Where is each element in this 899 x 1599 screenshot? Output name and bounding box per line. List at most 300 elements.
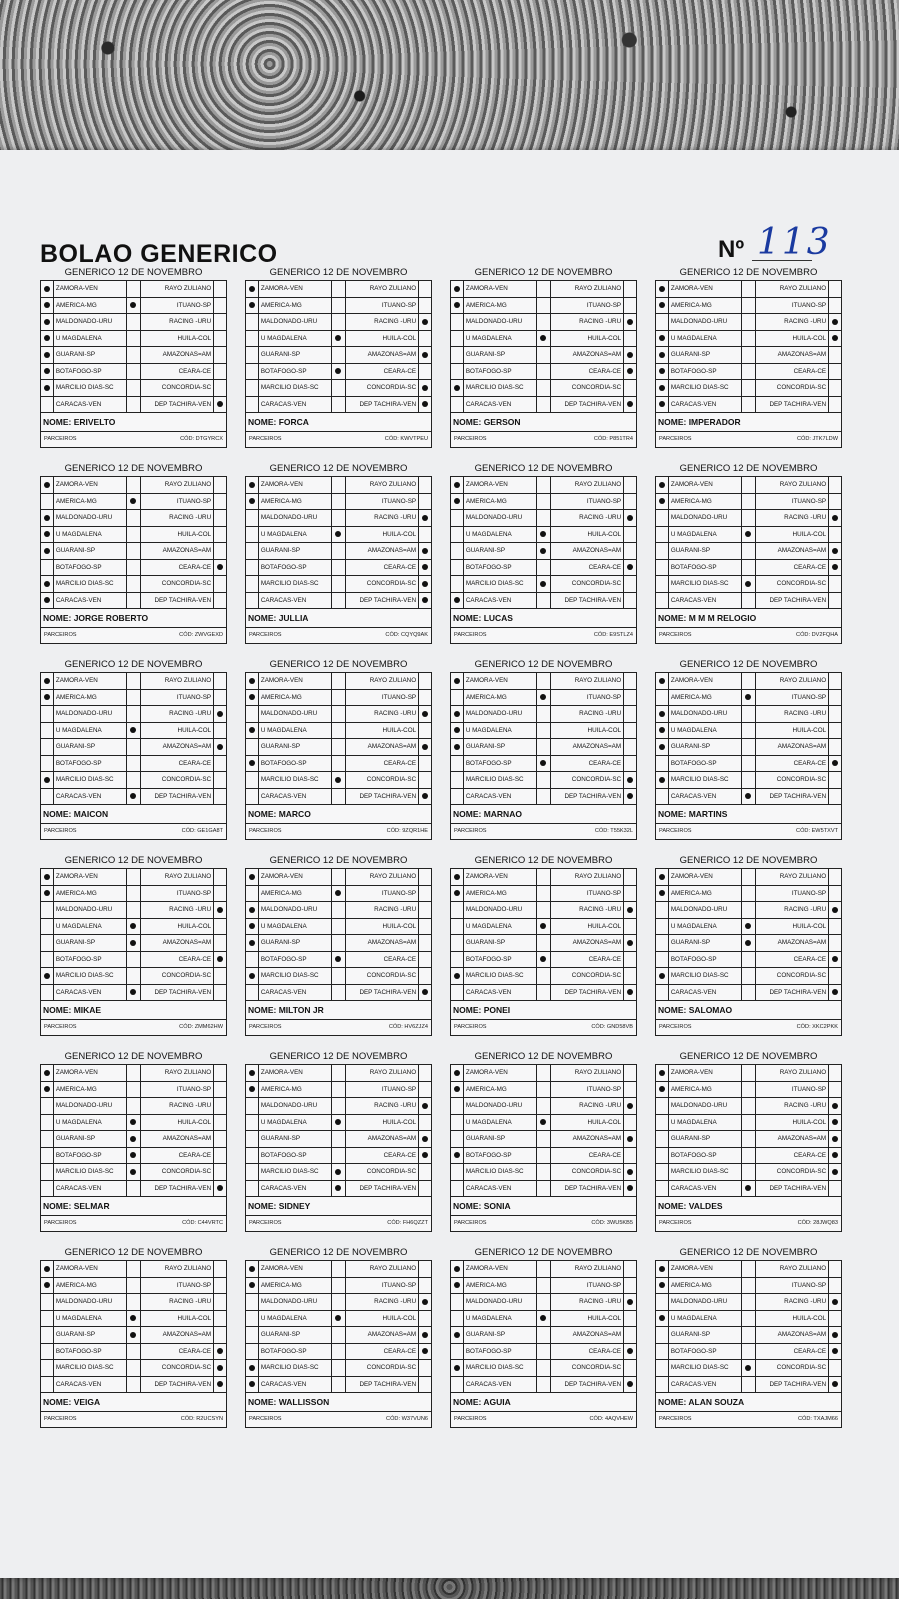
home-pick-cell[interactable] — [656, 314, 669, 330]
away-pick-cell[interactable] — [829, 756, 841, 772]
away-pick-cell[interactable] — [214, 690, 226, 706]
draw-pick-cell[interactable] — [742, 494, 756, 510]
draw-pick-cell[interactable] — [332, 1261, 346, 1277]
draw-pick-cell[interactable] — [332, 1098, 346, 1114]
away-pick-cell[interactable] — [419, 298, 431, 314]
home-pick-cell[interactable] — [656, 1082, 669, 1098]
away-pick-cell[interactable] — [214, 739, 226, 755]
away-pick-cell[interactable] — [829, 1278, 841, 1294]
away-pick-cell[interactable] — [624, 576, 636, 592]
home-pick-cell[interactable] — [246, 902, 259, 918]
draw-pick-cell[interactable] — [537, 1082, 551, 1098]
away-pick-cell[interactable] — [829, 886, 841, 902]
away-pick-cell[interactable] — [419, 739, 431, 755]
home-pick-cell[interactable] — [451, 560, 464, 576]
draw-pick-cell[interactable] — [332, 1181, 346, 1197]
away-pick-cell[interactable] — [214, 756, 226, 772]
home-pick-cell[interactable] — [656, 1164, 669, 1180]
draw-pick-cell[interactable] — [742, 1115, 756, 1131]
home-pick-cell[interactable] — [656, 968, 669, 984]
draw-pick-cell[interactable] — [742, 723, 756, 739]
draw-pick-cell[interactable] — [332, 1327, 346, 1343]
draw-pick-cell[interactable] — [742, 968, 756, 984]
draw-pick-cell[interactable] — [537, 364, 551, 380]
home-pick-cell[interactable] — [246, 789, 259, 805]
draw-pick-cell[interactable] — [332, 886, 346, 902]
away-pick-cell[interactable] — [214, 1327, 226, 1343]
draw-pick-cell[interactable] — [332, 690, 346, 706]
away-pick-cell[interactable] — [624, 968, 636, 984]
away-pick-cell[interactable] — [624, 690, 636, 706]
away-pick-cell[interactable] — [829, 772, 841, 788]
home-pick-cell[interactable] — [41, 494, 54, 510]
away-pick-cell[interactable] — [214, 789, 226, 805]
home-pick-cell[interactable] — [41, 739, 54, 755]
away-pick-cell[interactable] — [214, 364, 226, 380]
home-pick-cell[interactable] — [656, 477, 669, 493]
away-pick-cell[interactable] — [829, 364, 841, 380]
draw-pick-cell[interactable] — [332, 1344, 346, 1360]
home-pick-cell[interactable] — [656, 1311, 669, 1327]
away-pick-cell[interactable] — [624, 510, 636, 526]
home-pick-cell[interactable] — [451, 364, 464, 380]
home-pick-cell[interactable] — [246, 576, 259, 592]
draw-pick-cell[interactable] — [537, 1311, 551, 1327]
draw-pick-cell[interactable] — [127, 1261, 141, 1277]
home-pick-cell[interactable] — [451, 576, 464, 592]
home-pick-cell[interactable] — [246, 690, 259, 706]
home-pick-cell[interactable] — [451, 1181, 464, 1197]
away-pick-cell[interactable] — [829, 347, 841, 363]
away-pick-cell[interactable] — [829, 869, 841, 885]
away-pick-cell[interactable] — [419, 968, 431, 984]
draw-pick-cell[interactable] — [742, 919, 756, 935]
home-pick-cell[interactable] — [246, 1065, 259, 1081]
home-pick-cell[interactable] — [451, 593, 464, 609]
away-pick-cell[interactable] — [419, 314, 431, 330]
home-pick-cell[interactable] — [656, 576, 669, 592]
away-pick-cell[interactable] — [214, 1261, 226, 1277]
draw-pick-cell[interactable] — [537, 1377, 551, 1393]
away-pick-cell[interactable] — [829, 477, 841, 493]
home-pick-cell[interactable] — [246, 543, 259, 559]
away-pick-cell[interactable] — [829, 397, 841, 413]
home-pick-cell[interactable] — [656, 331, 669, 347]
home-pick-cell[interactable] — [246, 919, 259, 935]
draw-pick-cell[interactable] — [127, 298, 141, 314]
draw-pick-cell[interactable] — [742, 1098, 756, 1114]
home-pick-cell[interactable] — [451, 723, 464, 739]
draw-pick-cell[interactable] — [332, 397, 346, 413]
away-pick-cell[interactable] — [419, 347, 431, 363]
away-pick-cell[interactable] — [214, 298, 226, 314]
away-pick-cell[interactable] — [829, 1148, 841, 1164]
draw-pick-cell[interactable] — [332, 527, 346, 543]
home-pick-cell[interactable] — [451, 756, 464, 772]
home-pick-cell[interactable] — [656, 510, 669, 526]
away-pick-cell[interactable] — [829, 1261, 841, 1277]
home-pick-cell[interactable] — [451, 1360, 464, 1376]
away-pick-cell[interactable] — [829, 985, 841, 1001]
away-pick-cell[interactable] — [829, 952, 841, 968]
home-pick-cell[interactable] — [41, 1082, 54, 1098]
home-pick-cell[interactable] — [246, 968, 259, 984]
draw-pick-cell[interactable] — [537, 298, 551, 314]
home-pick-cell[interactable] — [656, 593, 669, 609]
draw-pick-cell[interactable] — [537, 380, 551, 396]
home-pick-cell[interactable] — [451, 527, 464, 543]
home-pick-cell[interactable] — [41, 1115, 54, 1131]
away-pick-cell[interactable] — [419, 560, 431, 576]
away-pick-cell[interactable] — [624, 1131, 636, 1147]
draw-pick-cell[interactable] — [537, 1327, 551, 1343]
draw-pick-cell[interactable] — [537, 1360, 551, 1376]
away-pick-cell[interactable] — [829, 690, 841, 706]
home-pick-cell[interactable] — [246, 314, 259, 330]
home-pick-cell[interactable] — [246, 1148, 259, 1164]
away-pick-cell[interactable] — [829, 1098, 841, 1114]
home-pick-cell[interactable] — [246, 1164, 259, 1180]
away-pick-cell[interactable] — [829, 968, 841, 984]
draw-pick-cell[interactable] — [127, 593, 141, 609]
away-pick-cell[interactable] — [829, 298, 841, 314]
away-pick-cell[interactable] — [624, 1148, 636, 1164]
away-pick-cell[interactable] — [214, 919, 226, 935]
away-pick-cell[interactable] — [624, 919, 636, 935]
home-pick-cell[interactable] — [246, 723, 259, 739]
home-pick-cell[interactable] — [656, 756, 669, 772]
draw-pick-cell[interactable] — [332, 347, 346, 363]
draw-pick-cell[interactable] — [332, 477, 346, 493]
home-pick-cell[interactable] — [656, 364, 669, 380]
away-pick-cell[interactable] — [624, 347, 636, 363]
away-pick-cell[interactable] — [419, 1115, 431, 1131]
away-pick-cell[interactable] — [419, 1294, 431, 1310]
away-pick-cell[interactable] — [214, 1131, 226, 1147]
away-pick-cell[interactable] — [419, 510, 431, 526]
home-pick-cell[interactable] — [41, 902, 54, 918]
away-pick-cell[interactable] — [419, 1164, 431, 1180]
away-pick-cell[interactable] — [214, 968, 226, 984]
away-pick-cell[interactable] — [829, 739, 841, 755]
draw-pick-cell[interactable] — [332, 985, 346, 1001]
draw-pick-cell[interactable] — [742, 1344, 756, 1360]
home-pick-cell[interactable] — [41, 576, 54, 592]
draw-pick-cell[interactable] — [742, 985, 756, 1001]
away-pick-cell[interactable] — [214, 560, 226, 576]
home-pick-cell[interactable] — [451, 985, 464, 1001]
draw-pick-cell[interactable] — [332, 673, 346, 689]
away-pick-cell[interactable] — [419, 985, 431, 1001]
draw-pick-cell[interactable] — [537, 543, 551, 559]
home-pick-cell[interactable] — [451, 789, 464, 805]
away-pick-cell[interactable] — [419, 281, 431, 297]
away-pick-cell[interactable] — [419, 1327, 431, 1343]
draw-pick-cell[interactable] — [537, 772, 551, 788]
draw-pick-cell[interactable] — [332, 789, 346, 805]
draw-pick-cell[interactable] — [332, 1148, 346, 1164]
home-pick-cell[interactable] — [656, 397, 669, 413]
draw-pick-cell[interactable] — [742, 1261, 756, 1277]
home-pick-cell[interactable] — [41, 886, 54, 902]
draw-pick-cell[interactable] — [127, 1131, 141, 1147]
away-pick-cell[interactable] — [419, 690, 431, 706]
home-pick-cell[interactable] — [41, 527, 54, 543]
away-pick-cell[interactable] — [214, 331, 226, 347]
draw-pick-cell[interactable] — [742, 1311, 756, 1327]
draw-pick-cell[interactable] — [127, 690, 141, 706]
away-pick-cell[interactable] — [829, 1115, 841, 1131]
draw-pick-cell[interactable] — [332, 1131, 346, 1147]
away-pick-cell[interactable] — [624, 1360, 636, 1376]
home-pick-cell[interactable] — [41, 560, 54, 576]
home-pick-cell[interactable] — [246, 1311, 259, 1327]
draw-pick-cell[interactable] — [127, 1115, 141, 1131]
home-pick-cell[interactable] — [656, 789, 669, 805]
away-pick-cell[interactable] — [829, 576, 841, 592]
home-pick-cell[interactable] — [656, 902, 669, 918]
home-pick-cell[interactable] — [656, 1360, 669, 1376]
draw-pick-cell[interactable] — [332, 756, 346, 772]
home-pick-cell[interactable] — [41, 673, 54, 689]
draw-pick-cell[interactable] — [742, 364, 756, 380]
draw-pick-cell[interactable] — [127, 869, 141, 885]
home-pick-cell[interactable] — [41, 1344, 54, 1360]
draw-pick-cell[interactable] — [332, 543, 346, 559]
home-pick-cell[interactable] — [41, 298, 54, 314]
away-pick-cell[interactable] — [419, 576, 431, 592]
home-pick-cell[interactable] — [656, 739, 669, 755]
home-pick-cell[interactable] — [41, 1098, 54, 1114]
draw-pick-cell[interactable] — [537, 1098, 551, 1114]
away-pick-cell[interactable] — [624, 543, 636, 559]
home-pick-cell[interactable] — [656, 1261, 669, 1277]
draw-pick-cell[interactable] — [742, 477, 756, 493]
away-pick-cell[interactable] — [829, 281, 841, 297]
away-pick-cell[interactable] — [829, 902, 841, 918]
draw-pick-cell[interactable] — [537, 1065, 551, 1081]
away-pick-cell[interactable] — [214, 1098, 226, 1114]
away-pick-cell[interactable] — [624, 494, 636, 510]
away-pick-cell[interactable] — [419, 364, 431, 380]
draw-pick-cell[interactable] — [127, 380, 141, 396]
draw-pick-cell[interactable] — [537, 1131, 551, 1147]
home-pick-cell[interactable] — [451, 494, 464, 510]
draw-pick-cell[interactable] — [332, 723, 346, 739]
home-pick-cell[interactable] — [451, 1278, 464, 1294]
home-pick-cell[interactable] — [451, 1131, 464, 1147]
away-pick-cell[interactable] — [419, 1181, 431, 1197]
home-pick-cell[interactable] — [656, 1148, 669, 1164]
home-pick-cell[interactable] — [246, 1294, 259, 1310]
away-pick-cell[interactable] — [829, 1164, 841, 1180]
draw-pick-cell[interactable] — [127, 281, 141, 297]
away-pick-cell[interactable] — [624, 756, 636, 772]
away-pick-cell[interactable] — [419, 673, 431, 689]
draw-pick-cell[interactable] — [742, 298, 756, 314]
draw-pick-cell[interactable] — [537, 494, 551, 510]
draw-pick-cell[interactable] — [537, 919, 551, 935]
away-pick-cell[interactable] — [214, 1082, 226, 1098]
away-pick-cell[interactable] — [829, 789, 841, 805]
home-pick-cell[interactable] — [656, 494, 669, 510]
away-pick-cell[interactable] — [624, 935, 636, 951]
home-pick-cell[interactable] — [246, 886, 259, 902]
away-pick-cell[interactable] — [624, 789, 636, 805]
draw-pick-cell[interactable] — [332, 968, 346, 984]
home-pick-cell[interactable] — [451, 902, 464, 918]
home-pick-cell[interactable] — [41, 477, 54, 493]
home-pick-cell[interactable] — [246, 739, 259, 755]
draw-pick-cell[interactable] — [742, 1065, 756, 1081]
draw-pick-cell[interactable] — [742, 1278, 756, 1294]
away-pick-cell[interactable] — [829, 1327, 841, 1343]
draw-pick-cell[interactable] — [537, 1148, 551, 1164]
away-pick-cell[interactable] — [214, 1311, 226, 1327]
home-pick-cell[interactable] — [41, 1311, 54, 1327]
home-pick-cell[interactable] — [656, 1278, 669, 1294]
away-pick-cell[interactable] — [624, 593, 636, 609]
away-pick-cell[interactable] — [624, 397, 636, 413]
draw-pick-cell[interactable] — [332, 919, 346, 935]
draw-pick-cell[interactable] — [127, 1164, 141, 1180]
draw-pick-cell[interactable] — [742, 510, 756, 526]
home-pick-cell[interactable] — [246, 1327, 259, 1343]
away-pick-cell[interactable] — [214, 1148, 226, 1164]
draw-pick-cell[interactable] — [332, 494, 346, 510]
draw-pick-cell[interactable] — [742, 902, 756, 918]
away-pick-cell[interactable] — [214, 886, 226, 902]
draw-pick-cell[interactable] — [537, 1344, 551, 1360]
away-pick-cell[interactable] — [419, 397, 431, 413]
away-pick-cell[interactable] — [829, 673, 841, 689]
away-pick-cell[interactable] — [624, 364, 636, 380]
draw-pick-cell[interactable] — [332, 706, 346, 722]
away-pick-cell[interactable] — [829, 1065, 841, 1081]
away-pick-cell[interactable] — [214, 673, 226, 689]
draw-pick-cell[interactable] — [537, 985, 551, 1001]
home-pick-cell[interactable] — [41, 331, 54, 347]
away-pick-cell[interactable] — [829, 510, 841, 526]
away-pick-cell[interactable] — [214, 952, 226, 968]
away-pick-cell[interactable] — [214, 985, 226, 1001]
draw-pick-cell[interactable] — [742, 1131, 756, 1147]
away-pick-cell[interactable] — [214, 1181, 226, 1197]
home-pick-cell[interactable] — [451, 510, 464, 526]
away-pick-cell[interactable] — [214, 527, 226, 543]
home-pick-cell[interactable] — [451, 869, 464, 885]
home-pick-cell[interactable] — [41, 1181, 54, 1197]
home-pick-cell[interactable] — [656, 1115, 669, 1131]
home-pick-cell[interactable] — [41, 919, 54, 935]
home-pick-cell[interactable] — [41, 706, 54, 722]
draw-pick-cell[interactable] — [127, 985, 141, 1001]
away-pick-cell[interactable] — [214, 902, 226, 918]
draw-pick-cell[interactable] — [742, 789, 756, 805]
away-pick-cell[interactable] — [419, 902, 431, 918]
home-pick-cell[interactable] — [41, 723, 54, 739]
home-pick-cell[interactable] — [246, 935, 259, 951]
home-pick-cell[interactable] — [41, 314, 54, 330]
away-pick-cell[interactable] — [829, 1377, 841, 1393]
home-pick-cell[interactable] — [451, 919, 464, 935]
away-pick-cell[interactable] — [624, 1344, 636, 1360]
draw-pick-cell[interactable] — [332, 380, 346, 396]
home-pick-cell[interactable] — [656, 1377, 669, 1393]
draw-pick-cell[interactable] — [742, 1082, 756, 1098]
draw-pick-cell[interactable] — [332, 902, 346, 918]
home-pick-cell[interactable] — [41, 952, 54, 968]
home-pick-cell[interactable] — [451, 1082, 464, 1098]
away-pick-cell[interactable] — [419, 772, 431, 788]
draw-pick-cell[interactable] — [332, 952, 346, 968]
home-pick-cell[interactable] — [246, 952, 259, 968]
home-pick-cell[interactable] — [656, 706, 669, 722]
away-pick-cell[interactable] — [419, 494, 431, 510]
home-pick-cell[interactable] — [451, 380, 464, 396]
home-pick-cell[interactable] — [451, 397, 464, 413]
draw-pick-cell[interactable] — [537, 397, 551, 413]
away-pick-cell[interactable] — [624, 1065, 636, 1081]
draw-pick-cell[interactable] — [127, 510, 141, 526]
away-pick-cell[interactable] — [214, 380, 226, 396]
draw-pick-cell[interactable] — [127, 706, 141, 722]
home-pick-cell[interactable] — [451, 298, 464, 314]
away-pick-cell[interactable] — [624, 706, 636, 722]
away-pick-cell[interactable] — [419, 935, 431, 951]
draw-pick-cell[interactable] — [537, 690, 551, 706]
away-pick-cell[interactable] — [624, 869, 636, 885]
home-pick-cell[interactable] — [246, 1278, 259, 1294]
draw-pick-cell[interactable] — [127, 968, 141, 984]
away-pick-cell[interactable] — [624, 1115, 636, 1131]
draw-pick-cell[interactable] — [537, 1261, 551, 1277]
home-pick-cell[interactable] — [656, 869, 669, 885]
home-pick-cell[interactable] — [41, 593, 54, 609]
home-pick-cell[interactable] — [246, 1082, 259, 1098]
home-pick-cell[interactable] — [41, 1327, 54, 1343]
draw-pick-cell[interactable] — [537, 477, 551, 493]
draw-pick-cell[interactable] — [742, 772, 756, 788]
home-pick-cell[interactable] — [41, 281, 54, 297]
draw-pick-cell[interactable] — [537, 576, 551, 592]
draw-pick-cell[interactable] — [332, 1115, 346, 1131]
away-pick-cell[interactable] — [214, 1278, 226, 1294]
away-pick-cell[interactable] — [829, 331, 841, 347]
draw-pick-cell[interactable] — [742, 314, 756, 330]
home-pick-cell[interactable] — [41, 789, 54, 805]
home-pick-cell[interactable] — [656, 1131, 669, 1147]
away-pick-cell[interactable] — [419, 593, 431, 609]
draw-pick-cell[interactable] — [332, 1377, 346, 1393]
home-pick-cell[interactable] — [41, 347, 54, 363]
draw-pick-cell[interactable] — [127, 1377, 141, 1393]
away-pick-cell[interactable] — [419, 1311, 431, 1327]
home-pick-cell[interactable] — [41, 968, 54, 984]
draw-pick-cell[interactable] — [127, 723, 141, 739]
away-pick-cell[interactable] — [214, 1164, 226, 1180]
draw-pick-cell[interactable] — [537, 510, 551, 526]
home-pick-cell[interactable] — [41, 1294, 54, 1310]
home-pick-cell[interactable] — [246, 756, 259, 772]
home-pick-cell[interactable] — [451, 1098, 464, 1114]
draw-pick-cell[interactable] — [537, 314, 551, 330]
away-pick-cell[interactable] — [829, 1294, 841, 1310]
home-pick-cell[interactable] — [451, 1148, 464, 1164]
draw-pick-cell[interactable] — [537, 789, 551, 805]
draw-pick-cell[interactable] — [127, 314, 141, 330]
draw-pick-cell[interactable] — [537, 331, 551, 347]
